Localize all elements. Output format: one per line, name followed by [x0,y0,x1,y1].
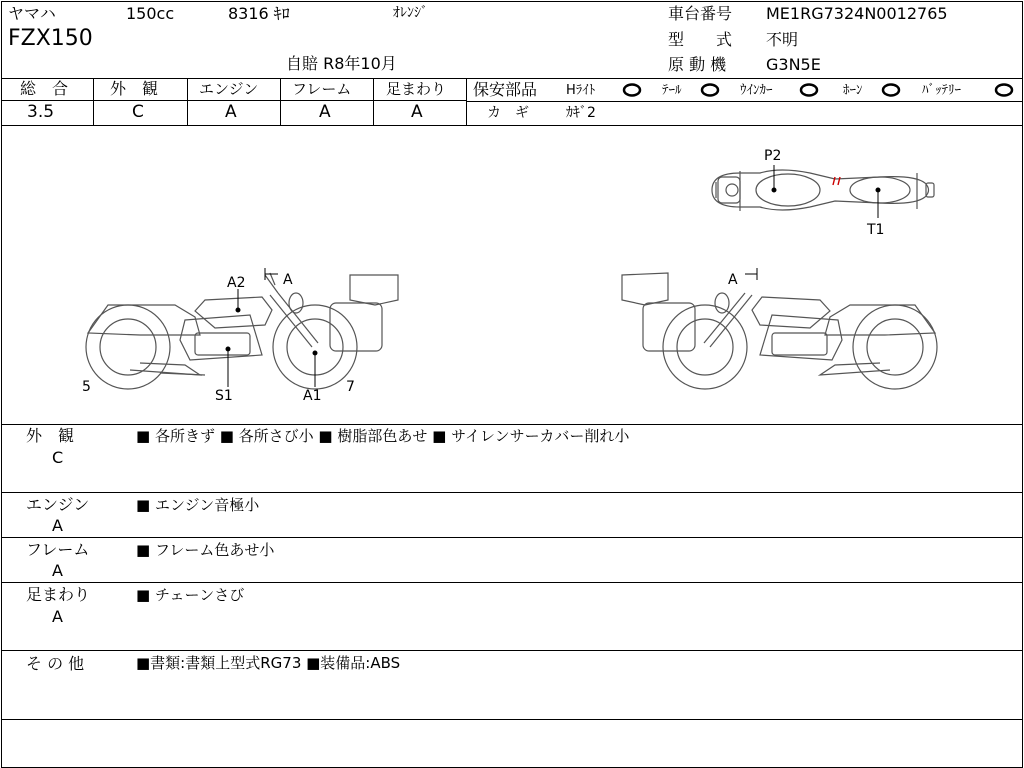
remarks-line-5 [1,719,1022,720]
top-damage-marks [833,177,840,185]
headlight-ok-icon [624,85,640,96]
remarks-line-4 [1,650,1022,651]
key-value: ｶｷﾞ2 [566,105,596,121]
winker-ok-icon [801,85,817,96]
safety-item-headlight: Hﾗｲﾄ [566,83,596,98]
safety-label: 保安部品 [473,80,538,99]
remark-text-frame: ■ フレーム色あせ小 [136,541,275,559]
color: ｵﾚﾝｼﾞ [393,5,428,21]
remark-text-other: ■書類:書類上型式RG73 ■装備品:ABS [136,654,401,672]
remark-text-suspension: ■ チェーンさび [136,586,245,604]
frame-no-label: 車台番号 [668,4,733,23]
maker: ヤマハ [8,4,56,23]
remarks-line-3 [1,582,1022,583]
mileage: 8316 ｷﾛ [228,4,290,23]
mark-a-left: A [283,272,293,288]
battery-ok-icon [996,85,1012,96]
key-label: カ ギ [487,105,529,121]
remarks-top-line [1,424,1022,425]
engine-value: G3N5E [766,55,821,74]
type-label: 型 式 [668,30,733,49]
mark-a1: A1 [303,388,322,404]
remark-label-engine: エンジン [26,495,90,514]
mark-p2: P2 [764,148,782,164]
grade-value-suspension: A [411,102,423,122]
horn-ok-icon [883,85,899,96]
tail-ok-icon [702,85,718,96]
top-view-bike-icon [712,170,934,211]
mark-7: 7 [346,379,355,395]
mark-t1: T1 [867,222,885,238]
grade-header-suspension: 足まわり [386,80,447,98]
remark-label-frame: フレーム [26,540,90,559]
engine-label: 原 動 機 [668,55,727,74]
grade-value-frame: A [319,102,331,122]
remark-grade-frame: A [52,561,63,580]
mark-5: 5 [82,379,91,395]
remark-label-other: そ の 他 [26,654,85,673]
insurance: 自賠 R8年10月 [286,54,397,73]
mark-a-right: A [728,272,738,288]
safety-item-horn: ﾎｰﾝ [843,83,863,98]
safety-item-tail: ﾃｰﾙ [662,83,682,98]
remarks-line-1 [1,492,1022,493]
grade-header-frame: フレーム [292,80,352,98]
mark-s1: S1 [215,388,233,404]
mark-a2: A2 [227,275,246,291]
grade-value-overall: 3.5 [27,102,55,122]
grade-header-overall: 総 合 [20,79,69,98]
safety-item-battery: ﾊﾞｯﾃﾘｰ [922,83,961,98]
remark-label-exterior: 外 観 [26,426,75,445]
model-name: FZX150 [8,26,93,51]
remark-text-exterior: ■ 各所きず ■ 各所さび小 ■ 樹脂部色あせ ■ サイレンサーカバー削れ小 [136,427,630,445]
frame-no: ME1RG7324N0012765 [766,4,948,23]
safety-item-winker: ｳｲﾝｶｰ [740,83,773,98]
grade-value-engine: A [225,102,237,122]
remark-grade-suspension: A [52,607,63,626]
grade-header-engine: エンジン [199,80,259,98]
grade-header-exterior: 外 観 [110,79,159,98]
remark-text-engine: ■ エンジン音極小 [136,496,260,514]
remark-grade-exterior: C [52,448,64,467]
right-view-bike-icon [622,273,937,389]
remark-grade-engine: A [52,516,63,535]
remarks-line-2 [1,537,1022,538]
remark-label-suspension: 足まわり [26,585,91,604]
grade-value-exterior: C [132,102,144,122]
damage-diagram [0,125,1024,425]
displacement: 150cc [126,4,175,23]
type-value: 不明 [766,30,799,49]
